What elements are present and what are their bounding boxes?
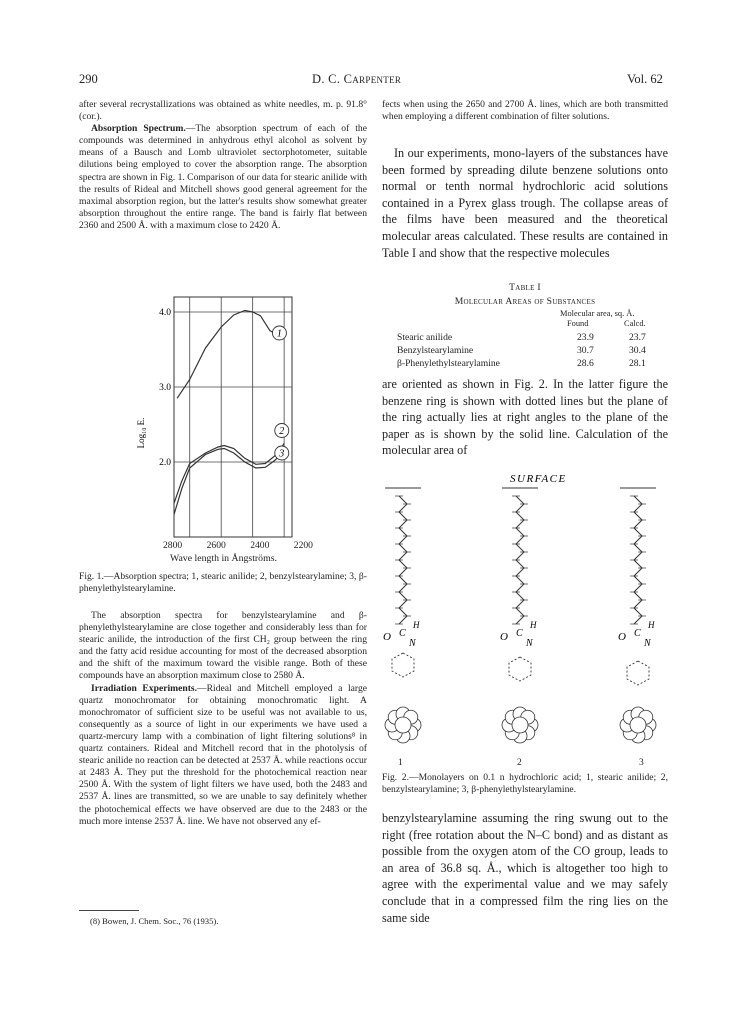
table-col-calcd: Calcd. — [624, 319, 646, 328]
table-title: Molecular Areas of Substances — [454, 296, 596, 307]
x-axis-label: Wave length in Ångströms. — [170, 553, 277, 564]
series-label-3: 3 — [279, 448, 285, 460]
y-axis-label: Log₁₀ E. — [136, 417, 146, 449]
x-tick: 2200 — [293, 540, 313, 551]
hydrogen-atom: H — [530, 620, 537, 630]
paragraph — [79, 683, 367, 828]
nitrogen-atom: N — [644, 638, 651, 649]
table-cell: 30.7 — [577, 345, 594, 356]
carbon-atom: C — [634, 628, 641, 639]
oxygen-atom: O — [500, 631, 508, 643]
carbon-atom: C — [399, 628, 406, 639]
absorption-spectra-chart — [110, 293, 310, 543]
molecular-areas-table — [397, 331, 655, 370]
section-heading: Irradiation Experiments. — [91, 682, 198, 694]
right-paragraph-3: are oriented as shown in Fig. 2. In the latter figure the benzene ring is shown with dotted lines but the plane of the ring actually lies at right angles to the plane of the paper as is shown by the solid line. Calculation of the molecular area of — [382, 377, 668, 458]
hydrogen-atom: H — [413, 620, 420, 630]
table-cell: β-Phenylethylstearylamine — [397, 358, 500, 369]
right-paragraph-1: fects when using the 2650 and 2700 Å. lines, which are both transmitted when employing a different combination of filter solutions. — [382, 99, 668, 123]
x-tick: 2800 — [163, 540, 183, 551]
benzene-ring — [509, 657, 531, 681]
x-tick: 2400 — [250, 540, 270, 551]
figure-1-caption: Fig. 1.—Absorption spectra; 1, stearic anilide; 2, benzylstearylamine; 3, β-phenylethylstearylamine. — [79, 571, 367, 595]
left-column-top — [79, 99, 367, 232]
section-heading: Absorption Spectrum. — [91, 123, 186, 135]
y-tick-label: 3.0 — [159, 383, 171, 393]
series-line-3 — [174, 449, 284, 515]
table-label: Table I — [509, 282, 541, 293]
series-label-1: 1 — [276, 328, 282, 340]
table-cell: 23.9 — [577, 332, 594, 343]
molecule-number: 2 — [517, 757, 522, 768]
carbon-atom: C — [516, 628, 523, 639]
nitrogen-atom: N — [526, 638, 533, 649]
table-cell: 23.7 — [629, 332, 646, 343]
paragraph: In our experiments, mono-layers of the substances have been formed by spreading dilute benzene solutions onto normal or tenth normal hydrochloric acid solutions contained in a Pyrex glass trough. The collapse areas of the films have been measured and the theoretical molecular areas calculated. These results are contained in Table I and show that the respective molecules — [382, 146, 668, 260]
x-tick-labels — [163, 540, 313, 551]
table-cell: 30.4 — [629, 345, 646, 356]
paragraph — [79, 123, 367, 232]
paragraph-text: —The absorption spectrum of each of the compounds was determined in anhydrous ethyl alcohol as solvent by means of a Bausch and Lomb ultraviolet sectorphotometer, suitable dilutions being employed to cover the absorption range. The absorption spectra are shown in Fig. 1. Comparison of our data for stearic anilide with the results of Rideal and Mitchell shows good general agreement for the maximal absorption region, but the latter's results show somewhat greater absorption throughout the entire range. The band is fairly flat between 2360 and 2500 Å. with a maximum close to 2420 Å. — [79, 123, 368, 231]
molecule-number: 3 — [639, 757, 644, 768]
page-number: 290 — [79, 72, 98, 86]
table-col-found: Found — [567, 319, 589, 328]
oxygen-atom: O — [383, 631, 391, 643]
benzene-ring — [392, 653, 414, 677]
volume-label: Vol. 62 — [627, 72, 663, 86]
figure-2-caption: Fig. 2.—Monolayers on 0.1 n hydrochloric acid; 1, stearic anilide; 2, benzylstearylamine; 3, β-phenylethylstearylamine. — [382, 772, 668, 796]
running-head-author: D. C. Carpenter — [312, 72, 402, 86]
y-tick-label: 4.0 — [159, 308, 171, 318]
series-line-1 — [177, 311, 284, 399]
monolayer-diagram — [380, 470, 670, 755]
right-paragraph-4: benzylstearylamine assuming the ring swung out to the right (free rotation about the N–C bond) and as distant as possible from the oxygen atom of the CO group, leads to an area of 36.8 sq. Å., which is altogether too high to agree with the experimental value and we may safely conclude that in a compressed film the ring lies on the same side — [382, 811, 668, 925]
y-tick-label: 2.0 — [159, 458, 171, 468]
table-row — [397, 357, 655, 370]
table-cell: 28.1 — [629, 358, 646, 369]
table-cell: Stearic anilide — [397, 332, 453, 343]
left-column-bottom — [79, 610, 367, 828]
hydrogen-atom: H — [648, 620, 655, 630]
table-cell: Benzylstearylamine — [397, 345, 474, 356]
footnote-rule — [79, 910, 139, 911]
series-line-2 — [174, 443, 284, 503]
paragraph: The absorption spectra for benzylstearylamine and β-phenylethylstearylamine are close together and considerably less than for stearic anilide, the introduction of the first CH₂ group between the ring and the fatty acid residue accounting for most of the decreased absorption and the shift of the maximum toward the visible range. Both of these compounds have an absorption maximum close to 2580 Å. — [79, 610, 367, 682]
x-tick: 2600 — [206, 540, 226, 551]
oxygen-atom: O — [618, 631, 626, 643]
footnote: (8) Bowen, J. Chem. Soc., 76 (1935). — [90, 916, 219, 926]
molecule-number: 1 — [398, 757, 403, 768]
table-column-group: Molecular area, sq. Å. — [560, 309, 635, 318]
space-filling-atom — [395, 717, 411, 733]
surface-label: SURFACE — [510, 473, 567, 485]
table-row — [397, 331, 655, 344]
series-label-2: 2 — [279, 426, 285, 437]
nitrogen-atom: N — [409, 638, 416, 649]
table-cell: 28.6 — [577, 358, 594, 369]
benzene-ring — [627, 661, 649, 685]
space-filling-atom — [630, 717, 646, 733]
right-paragraph-2 — [382, 145, 668, 261]
table-row — [397, 344, 655, 357]
space-filling-atom — [512, 717, 528, 733]
paragraph-text: —Rideal and Mitchell employed a large quartz monochromator for obtaining monochromatic light. A monochromator of sufficient size to be useful was not available to us, consequently as a source of light in our experiments we have used a quartz-mercury lamp with a combination of light filtering solutions⁸ in quartz containers. Rideal and Mitchell record that in the photolysis of stearic anilide no reaction can be detected at 2537 Å. while reactions occur at 2483 Å. They put the threshold for the photochemical reaction near 2500 Å. With the system of light filters we have used, both the 2483 and 2537 Å. lines are transmitted, so we are unable to say definitely whether the photochemical effects we have observed are due to the 2483 or the much more intense 2537 Å. line. We have not observed any ef- — [79, 682, 367, 827]
paragraph: after several recrystallizations was obtained as white needles, m. p. 91.8° (cor.). — [79, 99, 367, 123]
